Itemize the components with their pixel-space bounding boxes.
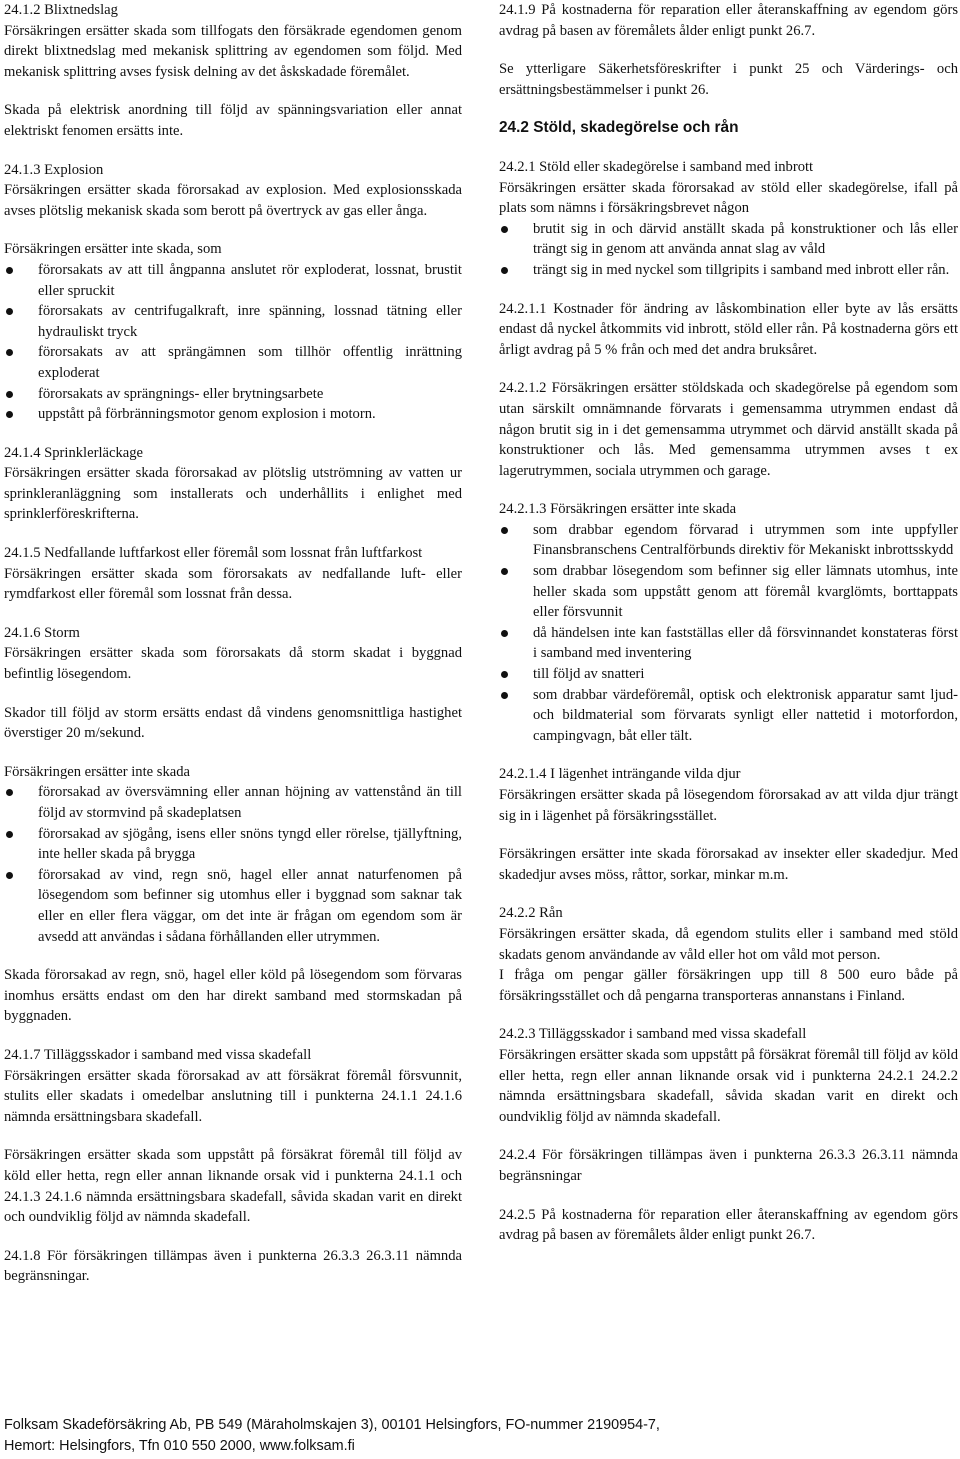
list-item: förorsakats av att sprängämnen som tillhör offentlig inrättning exploderat (4, 342, 462, 383)
paragraph: Försäkringen ersätter skada, då egendom stulits eller i samband med stöld skadats genom användande av våld eller hot om våld mot person. (499, 925, 958, 963)
paragraph: Försäkringen ersätter skada som förorsakats då storm skadat i byggnad befintlig lösegendom. (4, 645, 462, 683)
paragraph: Försäkringen ersätter skada förorsakad av plötslig utströmning av vatten ur sprinkleranläggning som installerats och underhållits i enlighet med sprinklerföreskrifterna. (4, 465, 462, 523)
paragraph: Försäkringen ersätter skada som tillfogats den försäkrade egendomen genom direkt blixtnedslag med mekanisk splittring av egendomen som följd. Med mekanisk splittring avses fysisk delning av det åskskadade föremålet. (4, 22, 462, 80)
left-column (4, 0, 462, 1305)
paragraph: Försäkringen ersätter skada som uppstått på försäkrat föremål till följd av köld eller hetta, regn eller annan liknande orsak vid i punkterna 24.1.1 och 24.1.3 24.1.6 nämnda ersättningsbara skadefall, såvida skadan varit en direkt och oundviklig följd av nämnda skadefall. (4, 1147, 462, 1226)
paragraph: Försäkringen ersätter inte skada, som (4, 241, 222, 258)
list-item: förorsakad av vind, regn snö, hagel eller annat naturfenomen på lösegendom som befinner sig utomhus eller i byggnad som saknar tak eller en eller flera väggar, om det inte är frågan om egendom som är avsedd att användas i sådana förhållanden eller utrymmen. (4, 865, 462, 947)
section-heading: 24.1.2 Blixtnedslag (4, 2, 118, 18)
paragraph: Se ytterligare Säkerhetsföreskrifter i punkt 25 och Värderings- och ersättningsbestämmelser i punkt 26. (499, 61, 958, 98)
list-item: förorsakats av centrifugalkraft, inre spänning, lossnad tätning eller hydrauliskt tryck (4, 301, 462, 342)
paragraph: Skada förorsakad av regn, snö, hagel eller köld på lösegendom som förvaras inomhus ersätts endast om den har direkt samband med stormskadan på byggnaden. (4, 967, 462, 1025)
paragraph: Försäkringen ersätter skada förorsakad av stöld eller skadegörelse, ifall på plats som nämns i försäkringsbrevet någon (499, 179, 958, 217)
list-item: till följd av snatteri (499, 664, 958, 685)
paragraph: Försäkringen ersätter skada på lösegendom förorsakad av att vilda djur trängt sig in i lägenhet på försäkringsstället. (499, 787, 958, 824)
section-title: 24.2 Stöld, skadegörelse och rån (499, 119, 739, 137)
section-heading: 24.1.3 Explosion (4, 161, 104, 178)
list-item: förorsakad av översvämning eller annan höjning av vattenstånd än till följd av stormvind på skadeplatsen (4, 782, 462, 823)
footer-line: Folksam Skadeförsäkring Ab, PB 549 (Märaholmskajen 3), 00101 Helsingfors, FO-nummer 2190954-7, (4, 1417, 660, 1433)
section-heading: 24.1.5 Nedfallande luftfarkost eller föremål som lossnat från luftfarkost (4, 545, 423, 562)
list-item: då händelsen inte kan fastställas eller då försvinnandet konstateras först i samband med inventering (499, 623, 958, 664)
paragraph: Försäkringen ersätter skada som förorsakats av nedfallande luft- eller rymdfarkost eller föremål som lossnat från dessa. (4, 565, 462, 603)
paragraph: 24.2.1.1 Kostnader för ändring av låskombination eller byte av lås ersätts endast då nyckel åtkommits vid inbrott, stöld eller rån. På kostnaderna görs ett årligt avdrag på 5 % från och med det andra bruksåret. (499, 300, 958, 358)
list-item: som drabbar egendom förvarad i utrymmen som inte uppfyller Finansbranschens Centralförbunds direktiv för Mekaniskt inbrottsskydd (499, 520, 958, 561)
section-heading: 24.2.1 Stöld eller skadegörelse i samband med inbrott (499, 158, 814, 175)
list-item: trängt sig in med nyckel som tillgripits i samband med inbrott eller rån. (499, 260, 958, 281)
paragraph: 24.2.5 På kostnaderna för reparation eller återanskaffning av egendom görs avdrag på basen av föremålets ålder enligt punkt 26.7. (499, 1206, 958, 1244)
bullet-list (4, 260, 462, 425)
section-heading: 24.2.3 Tilläggsskador i samband med vissa skadefall (499, 1026, 807, 1043)
section-heading: 24.1.4 Sprinklerläckage (4, 444, 144, 461)
list-item: som drabbar lösegendom som befinner sig eller lämnats utomhus, inte heller skada som uppstått genom att föremål kvarglömts, borttappats eller försvunnit (499, 561, 958, 623)
paragraph: I fråga om pengar gäller försäkringen upp till 8 500 euro både på försäkringsstället och då pengarna transporteras annanstans i Finland. (499, 967, 958, 1004)
paragraph: Försäkringen ersätter inte skada förorsakad av insekter eller skadedjur. Med skadedjur avses möss, råttor, sorkar, minkar m.m. (499, 846, 958, 883)
list-item: förorsakats av att till ångpanna anslutet rör exploderat, lossnat, brustit eller spruckit (4, 260, 462, 301)
bullet-list (499, 219, 958, 281)
paragraph: Skada på elektrisk anordning till följd av spänningsvariation eller annat elektriskt fenomen ersätts inte. (4, 102, 462, 139)
list-item: förorsakad av sjögång, isens eller snöns tyngd eller rörelse, tjällyftning, inte heller skada på brygga (4, 824, 462, 865)
paragraph: 24.1.8 För försäkringen tillämpas även i punkterna 26.3.3 26.3.11 nämnda begränsningar. (4, 1247, 462, 1285)
paragraph: 24.2.4 För försäkringen tillämpas även i punkterna 26.3.3 26.3.11 nämnda begränsningar (499, 1147, 958, 1184)
page-footer (4, 1415, 954, 1457)
bullet-list (4, 782, 462, 947)
list-item: uppstått på förbränningsmotor genom explosion i motorn. (4, 404, 462, 425)
paragraph: 24.2.1.2 Försäkringen ersätter stöldskada och skadegörelse på egendom som utan särskilt omnämnande förvarats i gemensamma utrymmen endast då någon brutit sig in i det gemensamma utrymmet och därvid anställt skada på konstruktioner och lås. Med gemensamma utrymmen avses t ex lagerutrymmen, sociala utrymmen och garage. (499, 380, 958, 479)
paragraph: 24.1.9 På kostnaderna för reparation eller återanskaffning av egendom görs avdrag på basen av föremålets ålder enligt punkt 26.7. (499, 2, 958, 39)
section-heading: 24.1.6 Storm (4, 624, 80, 641)
list-item: brutit sig in och därvid anställt skada på konstruktioner och lås eller trängt sig in genom att använda annat slag av våld (499, 219, 958, 260)
bullet-list (499, 520, 958, 747)
paragraph: Försäkringen ersätter skada som uppstått på försäkrat föremål till följd av köld eller hetta, regn eller annan liknande orsak vid i punkterna 24.2.1 24.2.2 nämnda ersättningsbara skadefall, såvida skadan varit en direkt och oundviklig följd av nämnda skadefall. (499, 1046, 958, 1125)
paragraph: Försäkringen ersätter inte skada (4, 763, 191, 780)
section-heading: 24.2.2 Rån (499, 905, 563, 922)
section-heading: 24.2.1.3 Försäkringen ersätter inte skada (499, 501, 737, 518)
right-column (499, 0, 958, 1264)
footer-line: Hemort: Helsingfors, Tfn 010 550 2000, www.folksam.fi (4, 1438, 355, 1454)
paragraph: Skador till följd av storm ersätts endast då vindens genomsnittliga hastighet överstiger 20 m/sekund. (4, 704, 462, 742)
paragraph: Försäkringen ersätter skada förorsakad av att försäkrat föremål försvunnit, stulits eller skadats i omedelbar anslutning till i punkterna 24.1.1 24.1.6 nämnda ersättningsbara skadefall. (4, 1067, 462, 1125)
section-heading: 24.2.1.4 I lägenhet inträngande vilda djur (499, 766, 741, 783)
section-heading: 24.1.7 Tilläggsskador i samband med vissa skadefall (4, 1046, 312, 1063)
list-item: som drabbar värdeföremål, optisk och elektronisk apparatur samt ljud- och bildmaterial som förvarats synligt eller nattetid i motorfordon, campingvagn, båt eller tält. (499, 685, 958, 747)
paragraph: Försäkringen ersätter skada förorsakad av explosion. Med explosionsskada avses plötslig mekanisk skada som berott på övertryck av gas eller ånga. (4, 182, 462, 219)
list-item: förorsakats av sprängnings- eller brytningsarbete (4, 384, 462, 405)
